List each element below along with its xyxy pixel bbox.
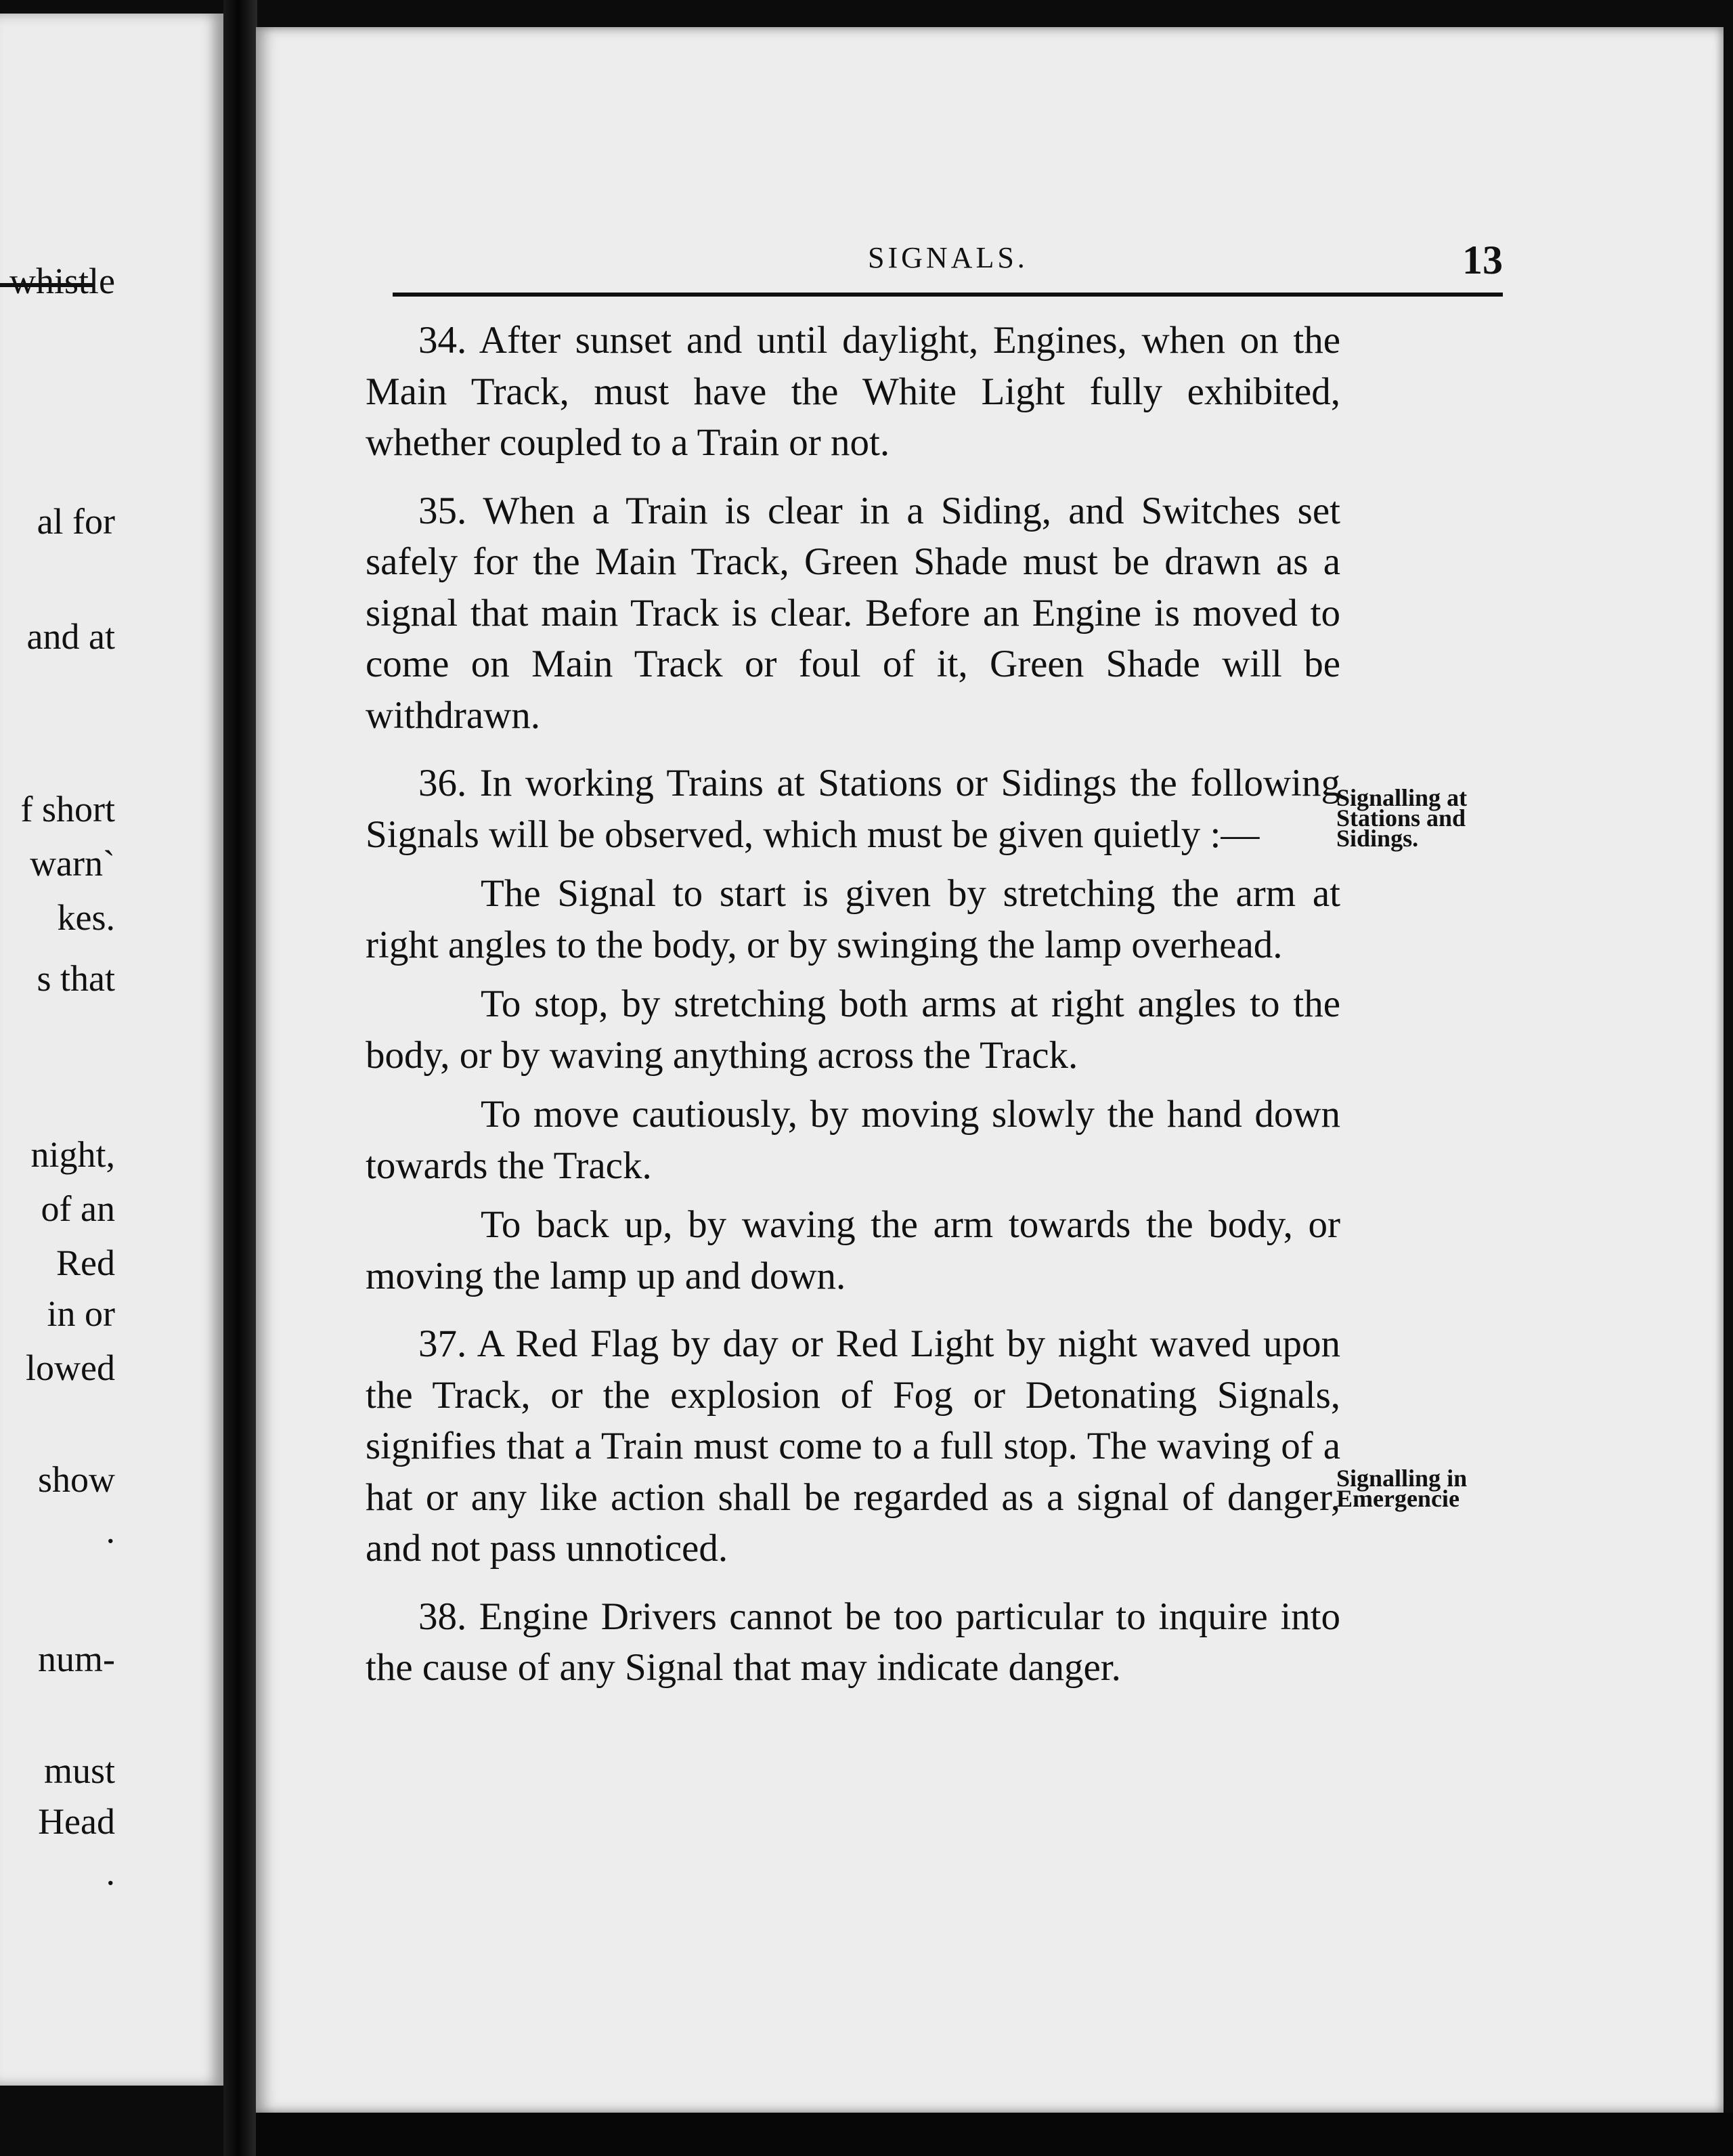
page-number: 13 <box>1462 238 1503 282</box>
signal-cautious-paragraph: To move cautiously, by moving slowly the hand down towards the Track. <box>366 1093 1340 1187</box>
previous-page-line: al for <box>37 501 115 542</box>
previous-page-line: night, <box>30 1134 115 1175</box>
previous-page-line: Head <box>38 1801 115 1842</box>
margin-note-stations: Signalling at Stations and Sidings. <box>1336 784 1468 852</box>
previous-page-line: . <box>106 1852 115 1893</box>
book-gutter <box>223 0 257 2156</box>
body-text <box>366 315 1340 1710</box>
previous-page-line: kes. <box>57 897 115 938</box>
previous-page-line: Red <box>56 1243 115 1283</box>
margin-note-emergencies: Signalling in Emergencie <box>1336 1465 1468 1512</box>
previous-page-line: of an <box>41 1188 115 1229</box>
signal-stop-paragraph: To stop, by stretching both arms at right angles to the body, or by waving anything across the Track. <box>366 983 1340 1077</box>
paragraph-36: 36. In working Trains at Stations or Sidings the following Signals will be observed, which must be given quietly :— <box>366 762 1340 856</box>
previous-page-line: whistle <box>9 261 115 301</box>
previous-page-line: . <box>106 1510 115 1551</box>
running-title: SIGNALS. <box>868 241 1028 274</box>
previous-page-line: lowed <box>26 1348 115 1388</box>
paragraph-35: 35. When a Train is clear in a Siding, and Switches set safely for the Main Track, Green Shade must be drawn as a signal that main Track is clear. Before an Engine is moved to come on Main Track or foul of it, Green Shade will be withdrawn. <box>366 489 1340 737</box>
previous-page-line: must <box>43 1750 115 1791</box>
paragraph-37: 37. A Red Flag by day or Red Light by night waved upon the Track, or the explosion of Fog or Detonating Signals, signifies that a Train must come to a full stop. The waving of a hat or any like action shall be regarded as a signal of danger, and not pass unnoticed. <box>366 1322 1340 1570</box>
previous-page-line: warn` <box>30 843 115 884</box>
previous-page-line: num- <box>38 1639 115 1679</box>
previous-page-line: f short <box>20 789 115 829</box>
previous-page-line: in or <box>47 1293 115 1334</box>
signal-start-paragraph: The Signal to start is given by stretching the arm at right angles to the body, or by swinging the lamp overhead. <box>366 872 1340 966</box>
previous-page-line: s that <box>37 958 115 999</box>
header-rule <box>393 293 1503 297</box>
paragraph-34: 34. After sunset and until daylight, Engines, when on the Main Track, must have the White Light fully exhibited, whether coupled to a Train or not. <box>366 319 1340 464</box>
signal-back-up-paragraph: To back up, by waving the arm towards the body, or moving the lamp up and down. <box>366 1203 1340 1297</box>
page-bottom-shadow <box>256 2113 1733 2156</box>
previous-page-line: show <box>37 1459 115 1500</box>
previous-page-line: and at <box>26 616 115 657</box>
previous-page-fragment <box>0 14 223 2086</box>
paragraph-38: 38. Engine Drivers cannot be too particular to inquire into the cause of any Signal that may indicate danger. <box>366 1595 1340 1689</box>
